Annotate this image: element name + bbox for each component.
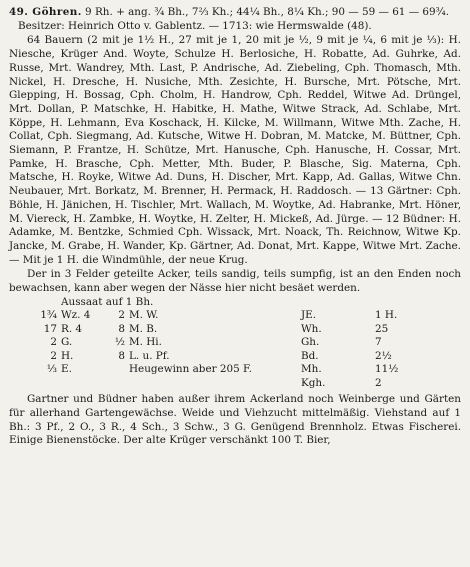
sowing-qty-2 [103, 363, 125, 377]
sowing-qty-2: 8 [118, 322, 125, 335]
sowing-unit: R. 4 [61, 322, 83, 335]
yield-value: 2 [375, 376, 382, 389]
yield-crop: Gh. [301, 336, 320, 349]
sowing-unit-2: M. W. [129, 309, 159, 322]
sowing-rows [29, 309, 252, 377]
owner-paragraph: Besitzer: Heinrich Otto v. Gablentz. — 1713: wie Hermswalde (48). [18, 19, 372, 32]
page-bottom-edge [0, 561, 470, 567]
yield-crop: JE. [301, 309, 317, 322]
yield-crop: Wh. [301, 322, 322, 335]
sowing-unit-2: L. u. Pf. [129, 349, 170, 362]
sowing-unit-2: Heugewinn aber 205 F. [129, 363, 252, 376]
yield-value: 1 H. [375, 309, 398, 322]
sowing-qty: 1¾ [40, 309, 57, 322]
entry-header [9, 6, 461, 20]
sowing-qty-2: ½ [114, 336, 125, 349]
sowing-qty-2: 8 [118, 349, 125, 362]
sowing-row [29, 309, 249, 323]
sowing-qty: 17 [43, 322, 57, 335]
yield-value: 2½ [375, 349, 392, 362]
closing-paragraph: Gartner und Büdner haben außer ihrem Ackerland noch Weinberge und Gärten für allerhand Gartengewächse. Weide und Viehzucht mittelmäßig. Viehstand auf 1 Bh.: 3 Pf., 2 O., 3 R., 4 Sch., 3 Schw., 3 G. Genügend Brennholz. Etwas Fischerei. Einige Bienenstöcke. Der alte Krüger verschänkt 100 T. Bier, [9, 393, 461, 447]
sowing-unit: H. [61, 349, 74, 362]
sowing-row [29, 350, 249, 364]
sowing-qty: 2 [50, 349, 57, 362]
sowing-unit: G. [61, 336, 73, 349]
yield-row [301, 336, 461, 350]
sowing-qty: 2 [50, 336, 57, 349]
entry-title: 49. Göhren. [9, 6, 82, 18]
sowing-unit-2: M. B. [129, 322, 158, 335]
sowing-heading: Aussaat auf 1 Bh. [61, 295, 154, 308]
yield-crop: Bd. [301, 349, 319, 362]
sowing-unit: Wz. 4 [61, 309, 91, 322]
entry-header-stats: 9 Rh. + ang. ¾ Bh., 7⅔ Kh.; 44¼ Bh., 8¼ Kh.; 90 — 59 — 61 — 69¾. [85, 6, 450, 18]
yield-value: 7 [375, 336, 382, 349]
sowing-qty-2: 2 [118, 309, 125, 322]
yield-value: 11½ [375, 363, 399, 376]
yield-list [249, 296, 461, 391]
sowing-list [9, 295, 252, 391]
yield-crop: Kgh. [301, 376, 326, 389]
sowing-row [29, 323, 249, 337]
yield-rows [301, 309, 461, 390]
sowing-row [29, 336, 249, 350]
yield-value: 25 [375, 322, 389, 335]
yield-row [301, 377, 461, 391]
yield-crop: Mh. [301, 363, 322, 376]
yield-row [301, 350, 461, 364]
yield-row [301, 363, 461, 377]
field-paragraph: Der in 3 Felder geteilte Acker, teils sandig, teils sumpfig, ist an den Enden noch bewachsen, kann aber wegen der Nässe hier nicht besäet werden. [9, 268, 461, 295]
sowing-qty: ⅓ [46, 363, 57, 376]
sowing-row [29, 363, 252, 377]
sowing-unit: E. [61, 363, 72, 376]
yield-row [301, 323, 461, 337]
sowing-table [9, 296, 461, 391]
yield-row [301, 309, 461, 323]
sowing-unit-2: M. Hi. [129, 336, 162, 349]
residents-paragraph: 64 Bauern (2 mit je 1½ H., 27 mit je 1, 20 mit je ½, 9 mit je ¼, 6 mit je ⅓): H. Niesche, Krüger And. Woyte, Schulze H. Berlosiche, H. Robatte, Ad. Guhrke, Ad. Russe, Mrt. Wandrey, Mth. Last, P. Andrische, Ad. Ziebeling, Cph. Thomasch, Mth. Nickel, H. Dresche, H. Nusiche, Mth. Zesichte, H. Bursche, Mrt. Pötsche, Mrt. Glepping, H. Bossag, Cph. Cholm, H. Handrow, Cph. Reddel, Witwe Ad. Drüngel, Mrt. Dollan, P. Matschke, H. Habitke, H. Mathe, Witwe Strack, Ad. Schlabe, Mrt. Köppe, H. Lehmann, Eva Koschack, H. Kilcke, M. Willmann, Witwe Mth. Zache, H. Collat, Cph. Siegmang, Ad. Kutsche, Witwe H. Dobran, M. Matcke, M. Büttner, Cph. Siemann, P. Frantze, H. Schütze, Mrt. Hanusche, Cph. Hanusche, H. Cossar, Mrt. Pamke, H. Brasche, Cph. Metter, Mth. Buder, P. Blasche, Sig. Materna, Cph. Matsche, H. Royke, Witwe Ad. Duns, H. Discher, Mrt. Kapp, Ad. Gallas, Witwe Chn. Neubauer, Mrt. Borkatz, M. Brenner, H. Permack, H. Raddosch. — 13 Gärtner: Cph. Böhle, H. Jänichen, H. Tischler, Mrt. Wallach, M. Woytke, Ad. Habranke, Mrt. Höner, M. Viereck, H. Zambke, H. Woytke, H. Zelter, H. Mickeß, Ad. Jürge. — 12 Büdner: H. Adamke, M. Bentzke, Schmied Cph. Wissack, Mrt. Noack, Th. Reichnow, Witwe Kp. Jancke, M. Grabe, H. Wander, Kp. Gärtner, Ad. Donat, Mrt. Kappe, Witwe Mrt. Zache. — Mit je 1 H. die Windmühle, der neue Krug. [9, 34, 461, 266]
